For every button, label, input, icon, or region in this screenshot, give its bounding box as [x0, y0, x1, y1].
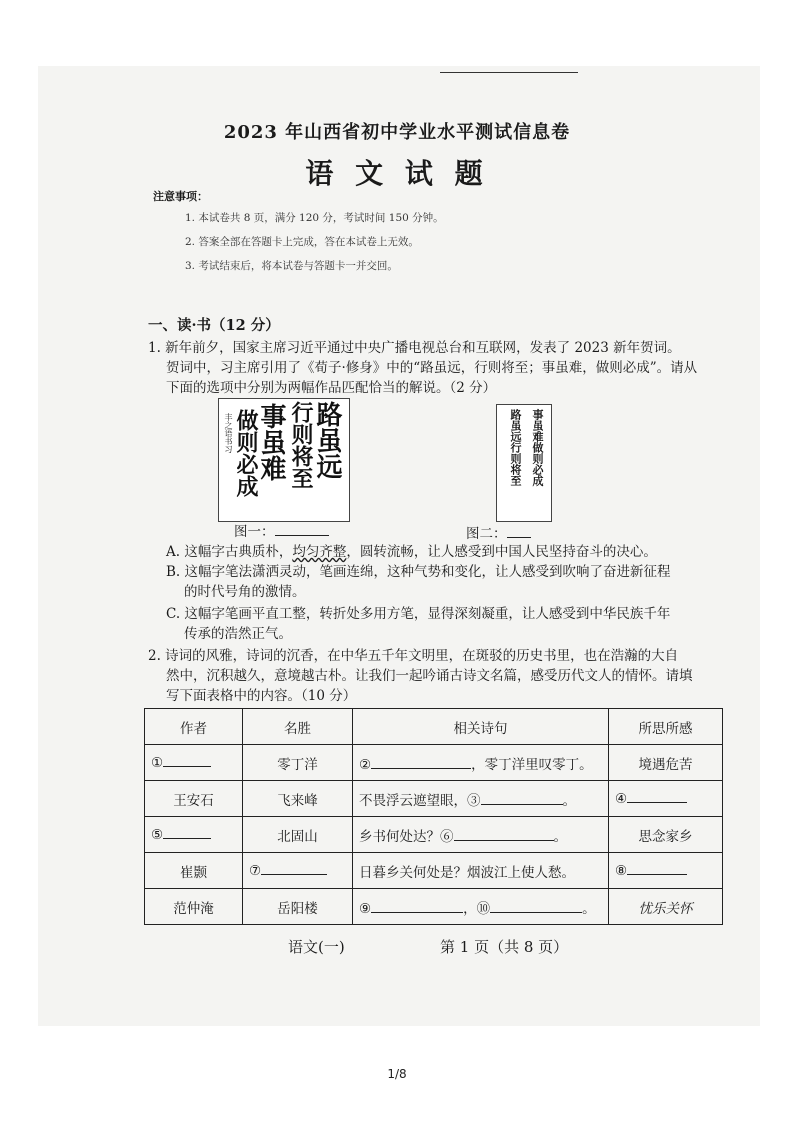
- answer-blank[interactable]: [371, 900, 463, 913]
- feeling-cell: ⑧: [609, 853, 723, 889]
- feeling-cell: 境遇危苦: [609, 745, 723, 781]
- author-cell: ⑤: [145, 817, 243, 853]
- place-cell: 零丁洋: [243, 745, 353, 781]
- table-row: [145, 853, 723, 889]
- question-1-text: 下面的选项中分别为两幅作品匹配恰当的解说。（2 分）: [166, 380, 497, 396]
- table-row: [145, 889, 723, 925]
- calligraphy-column: 行则将至: [288, 401, 314, 489]
- answer-blank[interactable]: [371, 756, 471, 769]
- calligraphy-column: 事虽难做则必成: [531, 409, 544, 486]
- place-cell: ⑦: [243, 853, 353, 889]
- answer-blank[interactable]: [627, 790, 687, 803]
- calligraphy-column: 路虽远: [312, 401, 342, 479]
- calligraphy-column: 路虽远行则将至: [509, 409, 522, 486]
- verse-cell: ⑨ ，⑩ 。: [353, 889, 609, 925]
- feeling-cell: 思念家乡: [609, 817, 723, 853]
- table-row: [145, 781, 723, 817]
- poem-table: [144, 708, 723, 925]
- footer-page: 第 1 页（共 8 页）: [440, 938, 569, 956]
- place-cell: 岳阳楼: [243, 889, 353, 925]
- answer-blank[interactable]: [627, 862, 687, 875]
- option-c: C. 这幅字笔画平直工整，转折处多用方笔，显得深刻凝重，让人感受到中华民族千年: [166, 606, 671, 622]
- verse-cell: ② ，零丁洋里叹零丁。: [353, 745, 609, 781]
- calligraphy-signature: 丰之语书习: [224, 413, 233, 453]
- answer-blank[interactable]: [163, 754, 211, 767]
- option-a: A. 这幅字古典质朴，均匀齐整，圆转流畅，让人感受到中国人民坚持奋斗的决心。: [166, 544, 657, 560]
- answer-blank[interactable]: [261, 862, 327, 875]
- figure-1-caption: 图一：: [234, 520, 329, 540]
- verse-cell: 不畏浮云遮望眼，③ 。: [353, 781, 609, 817]
- calligraphy-image-1: [218, 398, 350, 522]
- exam-subject-title: 语 文 试 题: [305, 157, 489, 190]
- page-indicator: 1/8: [387, 1067, 407, 1081]
- footer-subject: 语文(一): [288, 938, 345, 956]
- feeling-cell: ④: [609, 781, 723, 817]
- question-1-text: 1. 新年前夕，国家主席习近平通过中央广播电视总台和互联网，发表了 2023 新年贺词。: [148, 340, 681, 356]
- answer-blank[interactable]: [275, 523, 329, 536]
- table-row: [145, 745, 723, 781]
- answer-blank[interactable]: [454, 828, 554, 841]
- option-c-cont: 传承的浩然正气。: [184, 626, 292, 642]
- author-cell: 王安石: [145, 781, 243, 817]
- calligraphy-image-2: [496, 404, 552, 522]
- header-verse: 相关诗句: [353, 709, 609, 745]
- option-b: B. 这幅字笔法潇洒灵动，笔画连绵，这种气势和变化，让人感受到吹响了奋进新征程: [166, 564, 671, 580]
- author-cell: 崔颢: [145, 853, 243, 889]
- header-author: 作者: [145, 709, 243, 745]
- feeling-cell: 忧乐关怀: [609, 889, 723, 925]
- header-place: 名胜: [243, 709, 353, 745]
- section-heading: 一、读·书（12 分）: [148, 317, 280, 334]
- handwritten-underline-mark: 均匀齐整: [292, 544, 347, 560]
- figure-2-caption: 图二：: [466, 522, 531, 542]
- author-cell: ①: [145, 745, 243, 781]
- question-2-text: 写下面表格中的内容。（10 分）: [166, 688, 357, 704]
- notice-item: 2. 答案全部在答题卡上完成，答在本试卷上无效。: [185, 236, 419, 248]
- answer-blank[interactable]: [481, 792, 563, 805]
- verse-cell: 日暮乡关何处是？烟波江上使人愁。: [353, 853, 609, 889]
- notice-heading: 注意事项：: [153, 190, 208, 203]
- calligraphy-column: 事虽难: [256, 403, 286, 481]
- top-rule: [440, 72, 578, 73]
- question-2-text: 然中，沉积越久，意境越古朴。让我们一起吟诵古诗文名篇，感受历代文人的情怀。请填: [166, 668, 693, 684]
- exam-title: 2023 年山西省初中学业水平测试信息卷: [223, 122, 571, 143]
- verse-cell: 乡书何处达？⑥ 。: [353, 817, 609, 853]
- table-row: [145, 817, 723, 853]
- question-2-text: 2. 诗词的风雅，诗词的沉香，在中华五千年文明里，在斑驳的历史书里，也在浩瀚的大自: [148, 648, 679, 664]
- place-cell: 北固山: [243, 817, 353, 853]
- author-cell: 范仲淹: [145, 889, 243, 925]
- option-b-cont: 的时代号角的激情。: [184, 584, 306, 600]
- notice-item: 3. 考试结束后，将本试卷与答题卡一并交回。: [185, 260, 398, 272]
- answer-blank[interactable]: [507, 525, 531, 538]
- answer-blank[interactable]: [490, 900, 582, 913]
- header-feeling: 所思所感: [609, 709, 723, 745]
- table-header-row: [145, 709, 723, 745]
- question-1-text: 贺词中，习主席引用了《荀子·修身》中的“路虽远，行则将至；事虽难，做则必成”。请从: [166, 360, 698, 376]
- calligraphy-column: 做则必成: [233, 409, 259, 497]
- answer-blank[interactable]: [163, 826, 211, 839]
- notice-item: 1. 本试卷共 8 页，满分 120 分，考试时间 150 分钟。: [185, 212, 444, 224]
- place-cell: 飞来峰: [243, 781, 353, 817]
